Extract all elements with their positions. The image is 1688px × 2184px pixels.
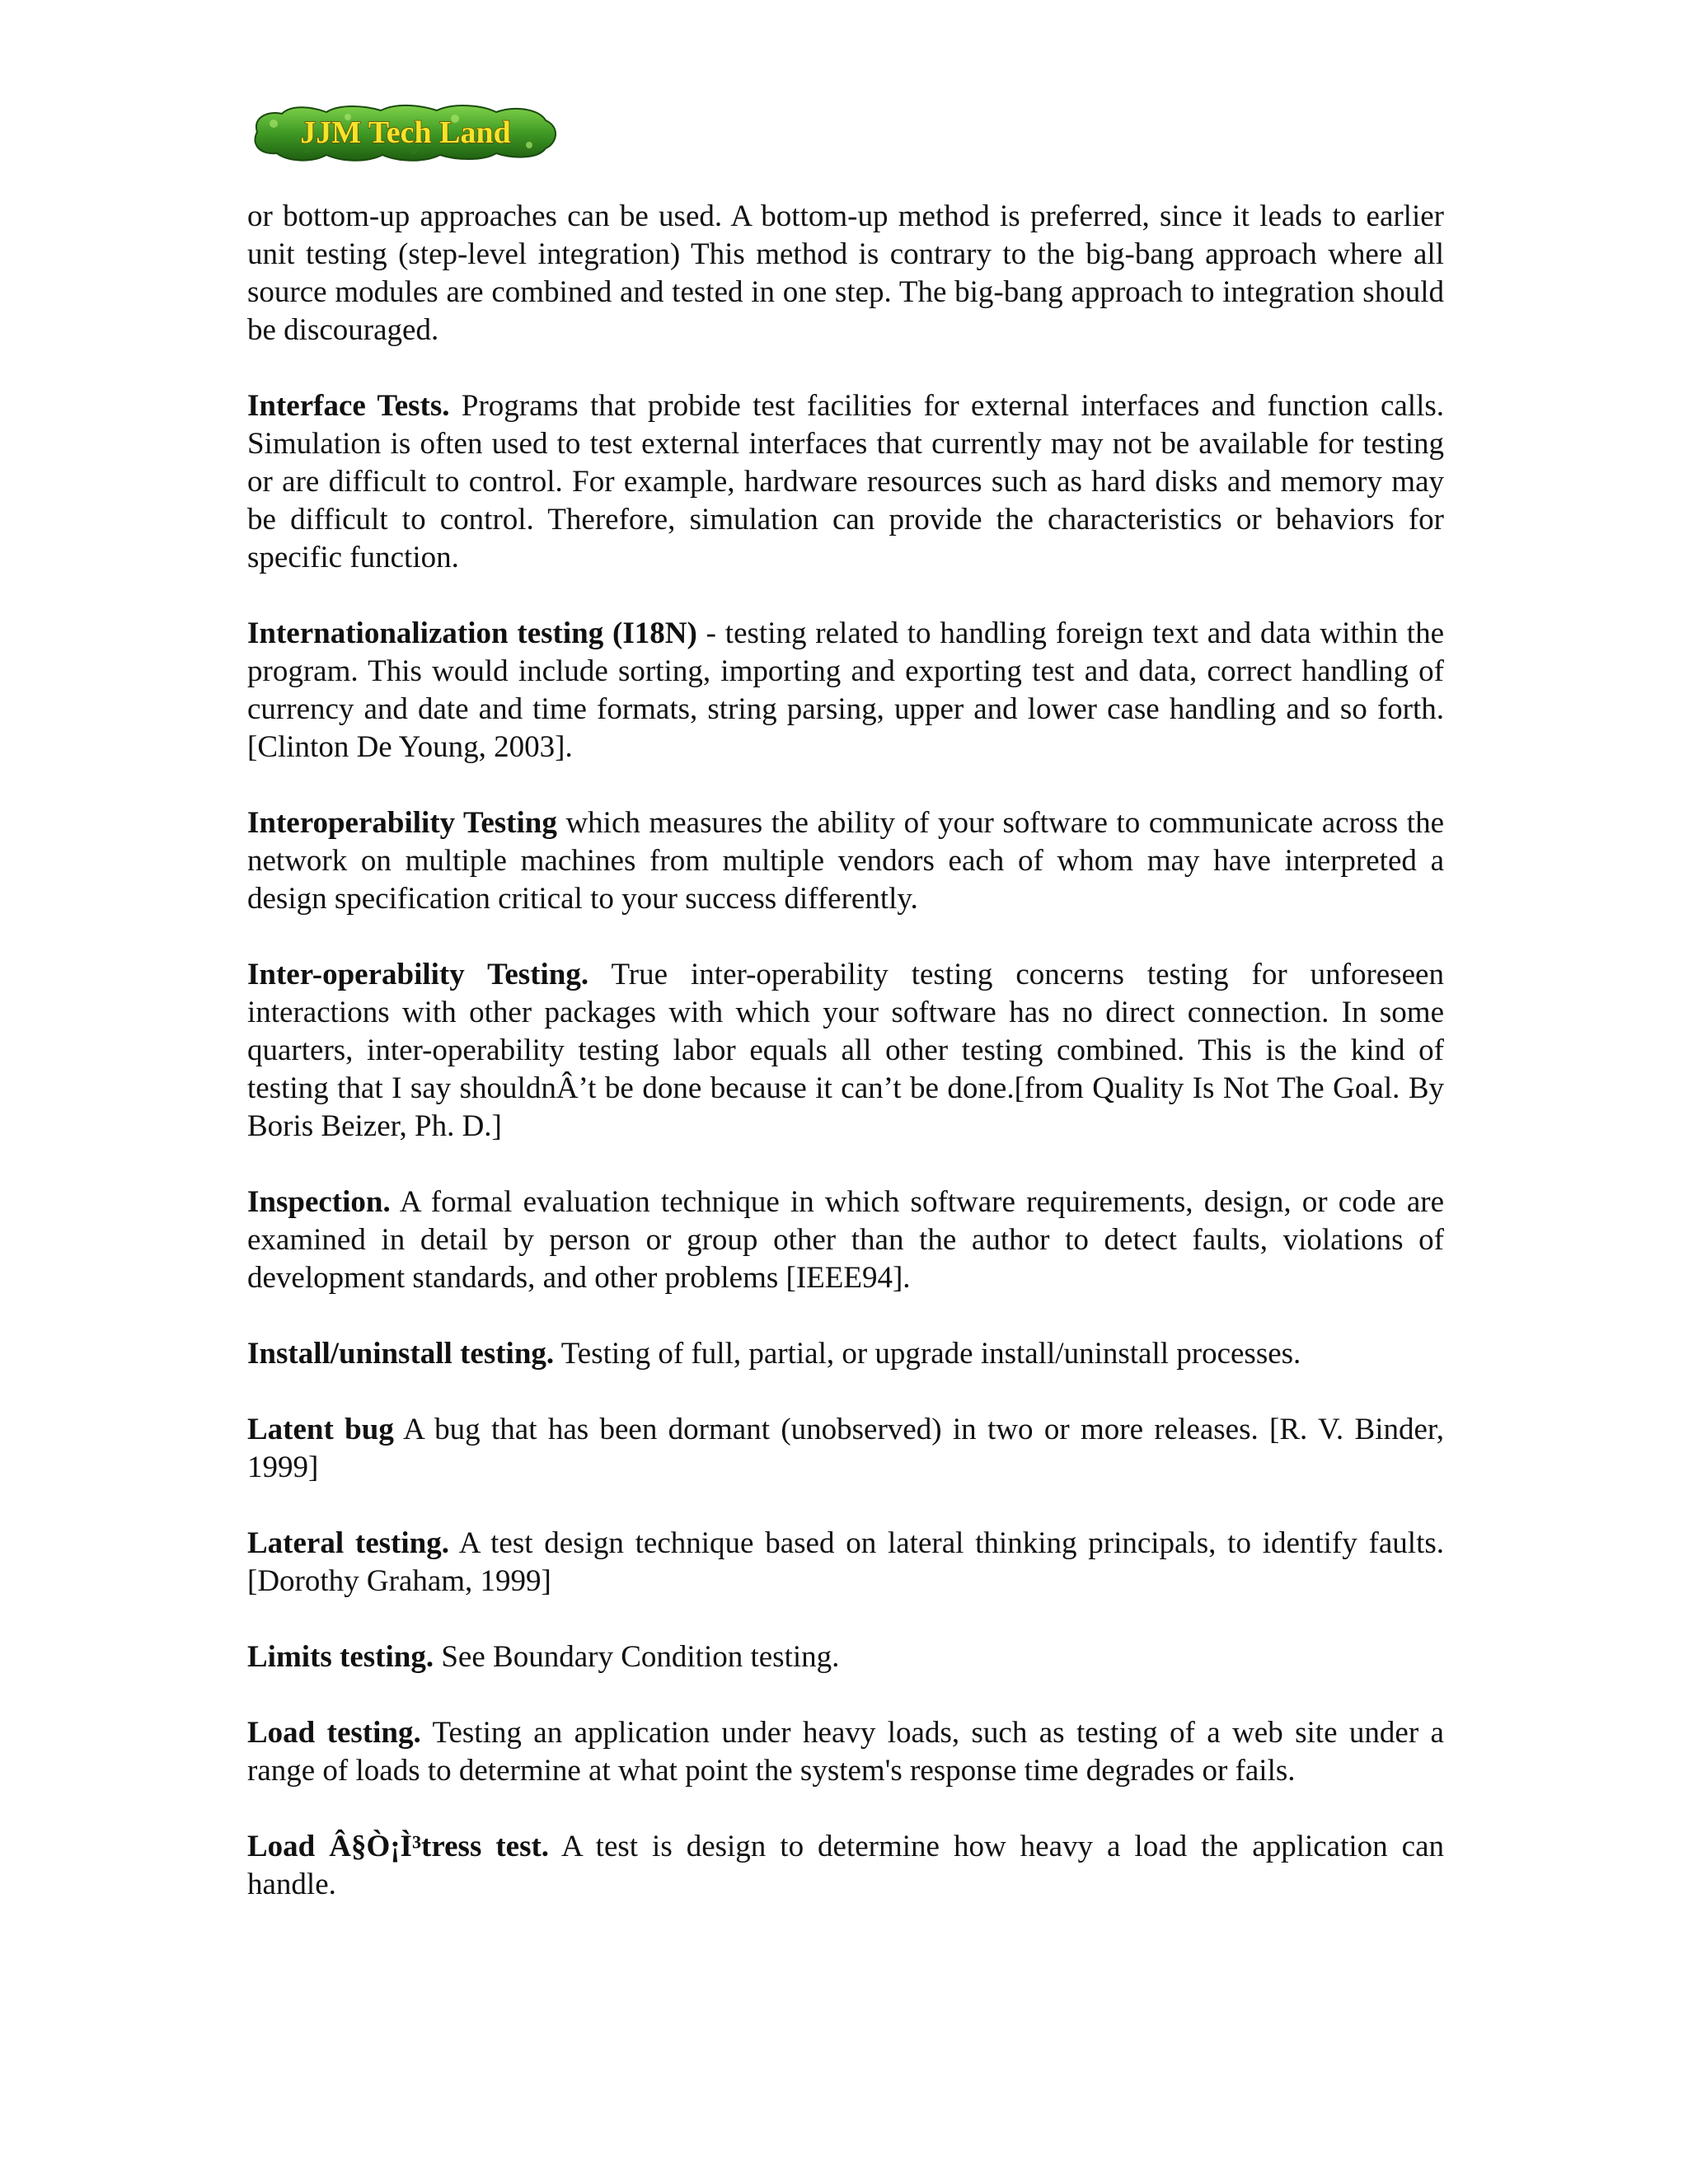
glossary-term: Latent bug [247, 1413, 394, 1446]
glossary-entry [247, 1714, 1444, 1790]
glossary-definition: See Boundary Condition testing. [441, 1640, 840, 1674]
glossary-entry [247, 956, 1444, 1146]
glossary-term: Load Â§Ò¡Ì³tress test. [247, 1830, 550, 1863]
glossary-term: Internationalization testing (I18N) [247, 616, 697, 650]
glossary-definition: - testing related to handling foreign text and data within the program. This would include sorting, importing and exporting test and data, correct handling of currency and date and time formats, string parsing, upper and lower case handling and so forth. [Clinton De Young, 2003]. [247, 616, 1445, 764]
glossary-definition: A test is design to determine how heavy a load the application can handle. [247, 1830, 1444, 1901]
glossary-term: Inter-operability Testing. [247, 958, 589, 991]
logo [249, 99, 562, 165]
glossary-entry [247, 1525, 1444, 1601]
glossary-term: Interoperability Testing [247, 806, 557, 840]
logo-graphic [249, 99, 562, 165]
glossary-definition: True inter-operability testing concerns testing for unforeseen interactions with other packages with which your software has no direct connection. In some quarters, inter-operability testing labor equals all other testing combined. This is the kind of testing that I say shouldnÂ’t be done because it can’t be done.[from Quality Is Not The Goal. By Boris Beizer, Ph. D.] [247, 958, 1444, 1143]
glossary-entry [247, 387, 1444, 577]
glossary-entries [247, 387, 1444, 1904]
glossary-entry [247, 1411, 1444, 1487]
glossary-term: Install/uninstall testing. [247, 1337, 555, 1371]
glossary-definition: Testing of full, partial, or upgrade install/uninstall processes. [560, 1337, 1301, 1371]
glossary-definition: A bug that has been dormant (unobserved) in two or more releases. [R. V. Binder, 1999] [247, 1413, 1444, 1484]
glossary-entry [247, 1638, 1444, 1676]
glossary-term: Limits testing. [247, 1640, 434, 1674]
glossary-entry [247, 804, 1444, 918]
glossary-term: Load testing. [247, 1716, 421, 1750]
svg-text:JJM Tech Land: JJM Tech Land [300, 115, 511, 150]
intro-paragraph: or bottom-up approaches can be used. A bottom-up method is preferred, since it leads to earlier unit testing (step-level integration) This method is contrary to the big-bang approach where all source modules are combined and tested in one step. The big-bang approach to integration should be discouraged. [247, 199, 1444, 347]
glossary-definition: which measures the ability of your software to communicate across the network on multiple machines from multiple vendors each of whom may have interpreted a design specification critical to your success differently. [247, 806, 1444, 916]
document-body [247, 198, 1444, 1942]
glossary-term: Lateral testing. [247, 1526, 449, 1560]
glossary-definition: A formal evaluation technique in which software requirements, design, or code are examined in detail by person or group other than the author to detect faults, violations of development standards, and other problems [IEEE94]. [247, 1185, 1445, 1295]
glossary-definition: A test design technique based on lateral thinking principals, to identify faults. [Dorothy Graham, 1999] [247, 1526, 1444, 1598]
glossary-definition: Programs that probide test facilities for external interfaces and function calls. Simulation is often used to test external interfaces that currently may not be available for testing or are difficult to control. For example, hardware resources such as hard disks and memory may be difficult to control. Therefore, simulation can provide the characteristics or behaviors for specific function. [247, 389, 1445, 574]
glossary-entry [247, 1335, 1444, 1373]
glossary-entry [247, 1828, 1444, 1904]
glossary-entry [247, 1183, 1444, 1297]
glossary-term: Interface Tests. [247, 389, 450, 423]
glossary-term: Inspection. [247, 1185, 391, 1219]
glossary-entry [247, 615, 1444, 766]
glossary-definition: Testing an application under heavy loads, such as testing of a web site under a range of loads to determine at what point the system's response time degrades or fails. [247, 1716, 1444, 1788]
